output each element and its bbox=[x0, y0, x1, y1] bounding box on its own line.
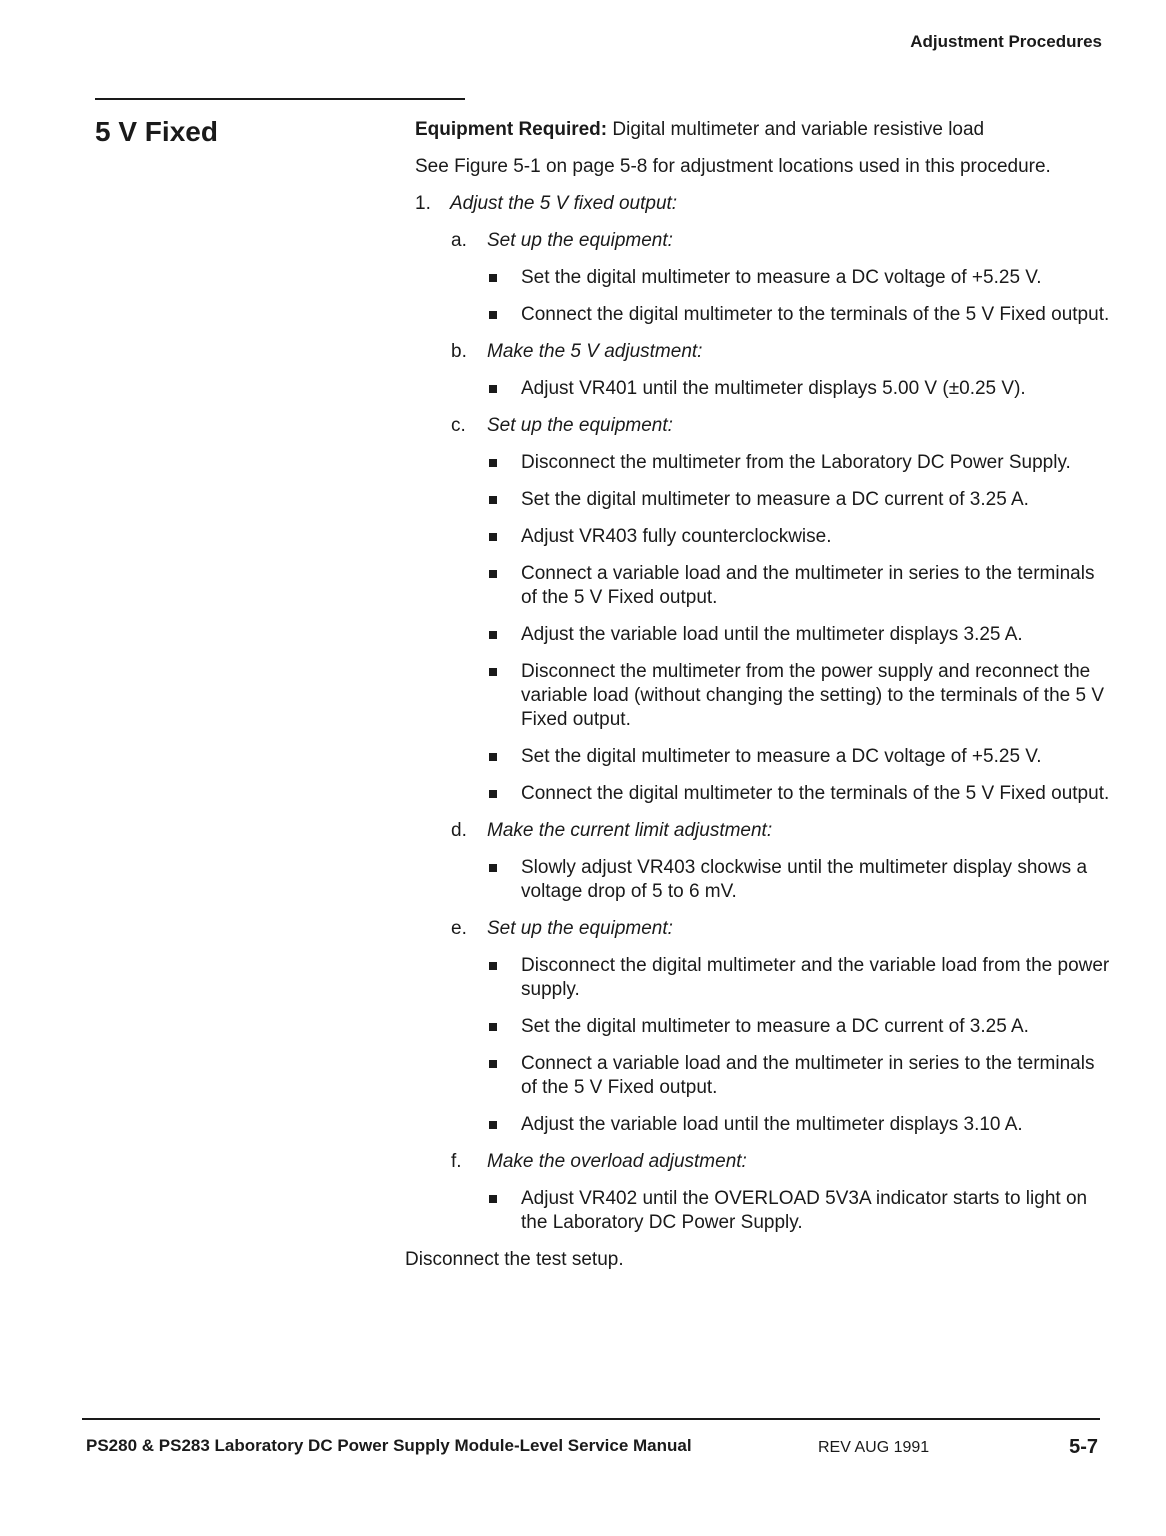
bullet-item bbox=[487, 954, 1115, 1002]
square-bullet-icon bbox=[487, 745, 521, 769]
bullet-text: Disconnect the multimeter from the power supply and reconnect the variable load (without changing the setting) to the terminals of the 5 V Fixed output. bbox=[521, 661, 1105, 730]
bullet-text: Set the digital multimeter to measure a DC voltage of +5.25 V. bbox=[521, 746, 1042, 767]
square-bullet-icon bbox=[487, 377, 521, 401]
step-1 bbox=[415, 192, 1115, 216]
bullet-item bbox=[487, 525, 1115, 549]
bullet-text: Adjust the variable load until the multimeter displays 3.25 A. bbox=[521, 624, 1023, 645]
substep bbox=[451, 340, 1115, 364]
bullet-item bbox=[487, 660, 1115, 732]
square-bullet-icon bbox=[487, 525, 521, 549]
figure-reference: See Figure 5-1 on page 5-8 for adjustment locations used in this procedure. bbox=[415, 156, 1051, 177]
substep-title: Set up the equipment: bbox=[487, 415, 673, 436]
bullet-item bbox=[487, 377, 1115, 401]
square-bullet-icon bbox=[487, 303, 521, 327]
step-title: Adjust the 5 V fixed output: bbox=[450, 193, 678, 214]
square-bullet-icon bbox=[487, 1052, 521, 1100]
footer-page-number: 5-7 bbox=[1069, 1436, 1098, 1458]
substep-letter: c. bbox=[451, 415, 466, 436]
footer-rule bbox=[82, 1418, 1100, 1420]
bullet-item bbox=[487, 782, 1115, 806]
square-bullet-icon bbox=[487, 623, 521, 647]
bullet-item bbox=[487, 745, 1115, 769]
bullet-text: Connect the digital multimeter to the terminals of the 5 V Fixed output. bbox=[521, 783, 1110, 804]
page-header: Adjustment Procedures bbox=[910, 32, 1102, 51]
square-bullet-icon bbox=[487, 660, 521, 732]
substep bbox=[451, 917, 1115, 941]
bullet-item bbox=[487, 303, 1115, 327]
bullet-item bbox=[487, 488, 1115, 512]
bullet-item bbox=[487, 1187, 1115, 1235]
square-bullet-icon bbox=[487, 1187, 521, 1235]
footer-manual-title: PS280 & PS283 Laboratory DC Power Supply Module-Level Service Manual bbox=[86, 1436, 692, 1455]
bullet-text: Adjust VR401 until the multimeter displays 5.00 V (±0.25 V). bbox=[521, 378, 1026, 399]
bullet-text: Disconnect the multimeter from the Laboratory DC Power Supply. bbox=[521, 452, 1071, 473]
bullet-text: Adjust the variable load until the multimeter displays 3.10 A. bbox=[521, 1114, 1023, 1135]
substep-letter: f. bbox=[451, 1151, 462, 1172]
substep-title: Make the current limit adjustment: bbox=[487, 820, 773, 841]
square-bullet-icon bbox=[487, 782, 521, 806]
substep-letter: e. bbox=[451, 918, 467, 939]
substep-list bbox=[415, 229, 1115, 1235]
substep-title: Make the 5 V adjustment: bbox=[487, 341, 703, 362]
section-rule bbox=[95, 98, 465, 100]
substep bbox=[451, 1150, 1115, 1174]
equipment-text: Digital multimeter and variable resistive load bbox=[612, 119, 985, 140]
bullet-item bbox=[487, 856, 1115, 904]
square-bullet-icon bbox=[487, 451, 521, 475]
substep-letter: a. bbox=[451, 230, 467, 251]
equipment-required bbox=[415, 118, 1115, 142]
bullet-item bbox=[487, 266, 1115, 290]
bullet-text: Connect a variable load and the multimeter in series to the terminals of the 5 V Fixed output. bbox=[521, 563, 1095, 608]
closing-instruction: Disconnect the test setup. bbox=[405, 1249, 624, 1270]
bullet-text: Connect a variable load and the multimeter in series to the terminals of the 5 V Fixed output. bbox=[521, 1053, 1095, 1098]
substep-title: Set up the equipment: bbox=[487, 918, 673, 939]
square-bullet-icon bbox=[487, 1015, 521, 1039]
bullet-text: Adjust VR402 until the OVERLOAD 5V3A indicator starts to light on the Laboratory DC Power Supply. bbox=[521, 1188, 1088, 1233]
equipment-label: Equipment Required: bbox=[415, 119, 608, 140]
bullet-text: Disconnect the digital multimeter and the variable load from the power supply. bbox=[521, 955, 1110, 1000]
bullet-text: Set the digital multimeter to measure a DC current of 3.25 A. bbox=[521, 489, 1029, 510]
substep-letter: b. bbox=[451, 341, 467, 362]
square-bullet-icon bbox=[487, 562, 521, 610]
step-number: 1. bbox=[415, 193, 431, 214]
square-bullet-icon bbox=[487, 266, 521, 290]
substep bbox=[451, 414, 1115, 438]
bullet-item bbox=[487, 623, 1115, 647]
bullet-item bbox=[487, 562, 1115, 610]
bullet-text: Slowly adjust VR403 clockwise until the multimeter display shows a voltage drop of 5 to 6 mV. bbox=[521, 857, 1088, 902]
square-bullet-icon bbox=[487, 488, 521, 512]
square-bullet-icon bbox=[487, 856, 521, 904]
substep bbox=[451, 229, 1115, 253]
footer-revision: REV AUG 1991 bbox=[818, 1439, 930, 1456]
square-bullet-icon bbox=[487, 954, 521, 1002]
substep-letter: d. bbox=[451, 820, 467, 841]
bullet-item bbox=[487, 451, 1115, 475]
bullet-text: Set the digital multimeter to measure a DC current of 3.25 A. bbox=[521, 1016, 1029, 1037]
section-title: 5 V Fixed bbox=[95, 116, 218, 147]
bullet-text: Set the digital multimeter to measure a DC voltage of +5.25 V. bbox=[521, 267, 1042, 288]
bullet-item bbox=[487, 1015, 1115, 1039]
substep bbox=[451, 819, 1115, 843]
substep-title: Set up the equipment: bbox=[487, 230, 673, 251]
bullet-item bbox=[487, 1113, 1115, 1137]
procedure-content bbox=[405, 118, 1115, 1272]
bullet-item bbox=[487, 1052, 1115, 1100]
substep-title: Make the overload adjustment: bbox=[487, 1151, 747, 1172]
square-bullet-icon bbox=[487, 1113, 521, 1137]
bullet-text: Connect the digital multimeter to the terminals of the 5 V Fixed output. bbox=[521, 304, 1110, 325]
bullet-text: Adjust VR403 fully counterclockwise. bbox=[521, 526, 832, 547]
